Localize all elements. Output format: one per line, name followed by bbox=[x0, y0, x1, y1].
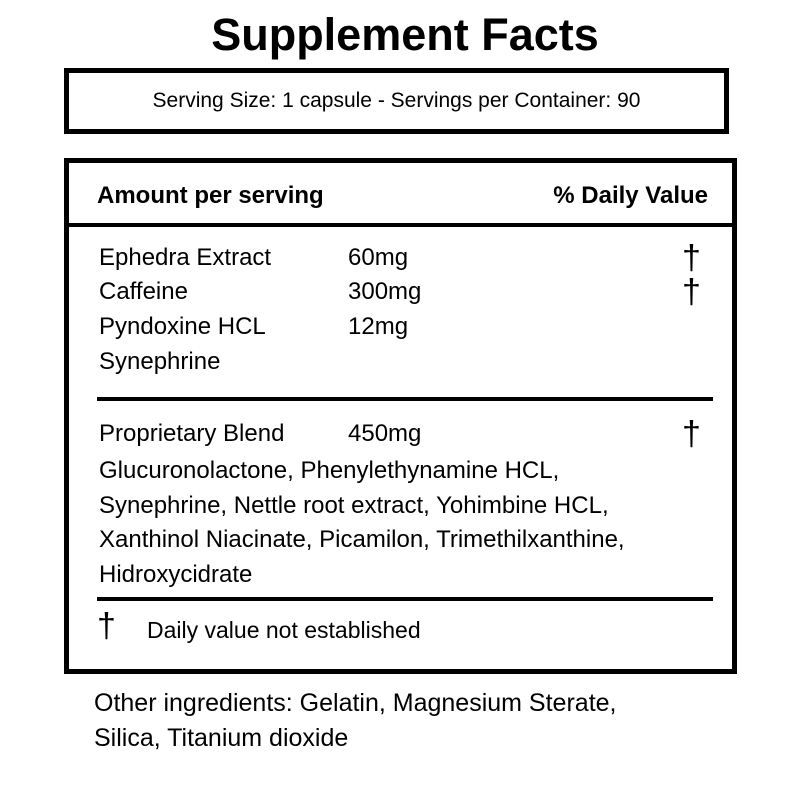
dagger-icon: † bbox=[97, 607, 116, 645]
serving-info-box bbox=[64, 68, 729, 134]
ingredient-amount: 12mg bbox=[348, 313, 409, 340]
daily-value-heading: % Daily Value bbox=[553, 182, 708, 209]
blend-components-line: Xanthinol Niacinate, Picamilon, Trimethilxanthine, bbox=[99, 526, 625, 553]
ingredient-amount: 300mg bbox=[348, 278, 422, 305]
amount-per-serving-heading: Amount per serving bbox=[97, 182, 324, 209]
blend-amount: 450mg bbox=[348, 420, 422, 447]
ingredient-name: Ephedra Extract bbox=[99, 244, 272, 271]
supplement-facts-title: Supplement Facts bbox=[211, 9, 599, 60]
ingredient-name: Pyndoxine HCL bbox=[99, 313, 266, 340]
dagger-icon: † bbox=[682, 239, 701, 277]
ingredient-amount: 60mg bbox=[348, 244, 409, 271]
other-ingredients-line: Other ingredients: Gelatin, Magnesium Sterate, bbox=[94, 689, 617, 717]
blend-components-line: Synephrine, Nettle root extract, Yohimbine HCL, bbox=[99, 491, 609, 519]
section-divider bbox=[97, 597, 713, 601]
dagger-icon: † bbox=[682, 273, 701, 311]
blend-components-line: Glucuronolactone, Phenylethynamine HCL, bbox=[99, 457, 560, 484]
blend-components bbox=[99, 454, 719, 592]
dagger-icon: † bbox=[682, 415, 701, 453]
other-ingredients bbox=[94, 686, 734, 756]
blend-components-line: Hidroxycidrate bbox=[99, 560, 253, 588]
other-ingredients-line: Silica, Titanium dioxide bbox=[94, 724, 349, 752]
ingredient-name: Synephrine bbox=[99, 348, 221, 375]
footnote-text: Daily value not established bbox=[147, 617, 421, 643]
facts-header-row bbox=[69, 163, 732, 227]
ingredient-name: Caffeine bbox=[99, 278, 188, 305]
facts-table bbox=[64, 158, 737, 674]
serving-info-text: Serving Size: 1 capsule - Servings per Container: 90 bbox=[152, 89, 641, 112]
blend-name: Proprietary Blend bbox=[99, 420, 285, 447]
section-divider bbox=[97, 397, 713, 401]
